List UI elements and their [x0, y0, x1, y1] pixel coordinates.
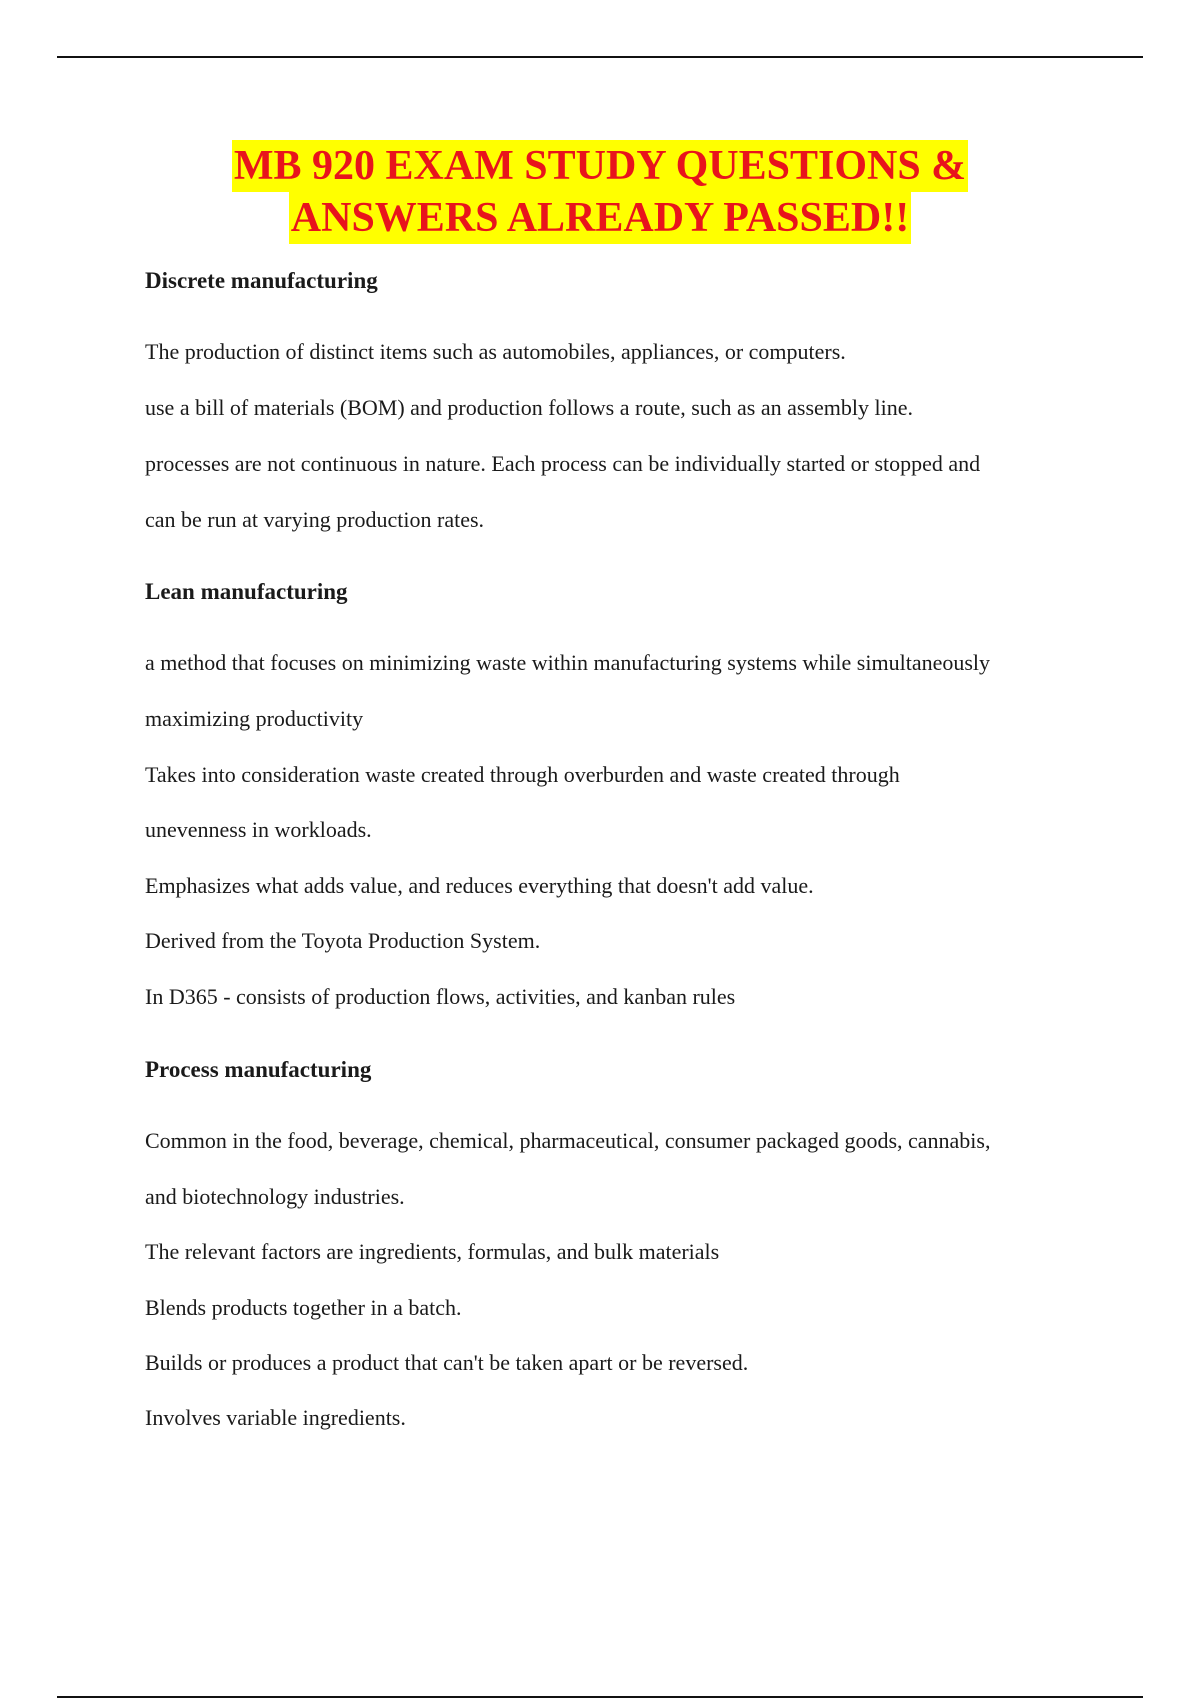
- body-line: unevenness in workloads.: [145, 817, 372, 842]
- body-line: a method that focuses on minimizing waste within manufacturing systems while simultaneously: [145, 650, 991, 675]
- body-line: use a bill of materials (BOM) and production follows a route, such as an assembly line.: [145, 395, 913, 420]
- body-line: Emphasizes what adds value, and reduces everything that doesn't add value.: [145, 873, 814, 898]
- body-line: Derived from the Toyota Production System.: [145, 928, 541, 953]
- body-line: and biotechnology industries.: [145, 1184, 405, 1209]
- bottom-rule: [57, 1696, 1143, 1698]
- section-heading-discrete: Discrete manufacturing: [145, 268, 378, 293]
- top-rule: [57, 56, 1143, 58]
- body-line: maximizing productivity: [145, 706, 364, 731]
- body-line: The relevant factors are ingredients, formulas, and bulk materials: [145, 1239, 720, 1264]
- body-line: In D365 - consists of production flows, activities, and kanban rules: [145, 984, 736, 1009]
- section-heading-lean: Lean manufacturing: [145, 579, 348, 604]
- section-heading-process: Process manufacturing: [145, 1057, 372, 1082]
- body-line: Blends products together in a batch.: [145, 1295, 462, 1320]
- body-line: The production of distinct items such as automobiles, appliances, or computers.: [145, 339, 846, 364]
- body-line: processes are not continuous in nature. Each process can be individually started or stopped and: [145, 451, 981, 476]
- title-line-2: ANSWERS ALREADY PASSED!!: [289, 192, 911, 244]
- page-title: [0, 140, 1200, 244]
- body-line: Involves variable ingredients.: [145, 1405, 406, 1430]
- body-line: Builds or produces a product that can't be taken apart or be reversed.: [145, 1350, 749, 1375]
- body-line: can be run at varying production rates.: [145, 507, 485, 532]
- body-line: Common in the food, beverage, chemical, pharmaceutical, consumer packaged goods, cannabis,: [145, 1128, 991, 1153]
- title-line-1: MB 920 EXAM STUDY QUESTIONS &: [232, 140, 968, 192]
- body-line: Takes into consideration waste created through overburden and waste created through: [145, 762, 900, 787]
